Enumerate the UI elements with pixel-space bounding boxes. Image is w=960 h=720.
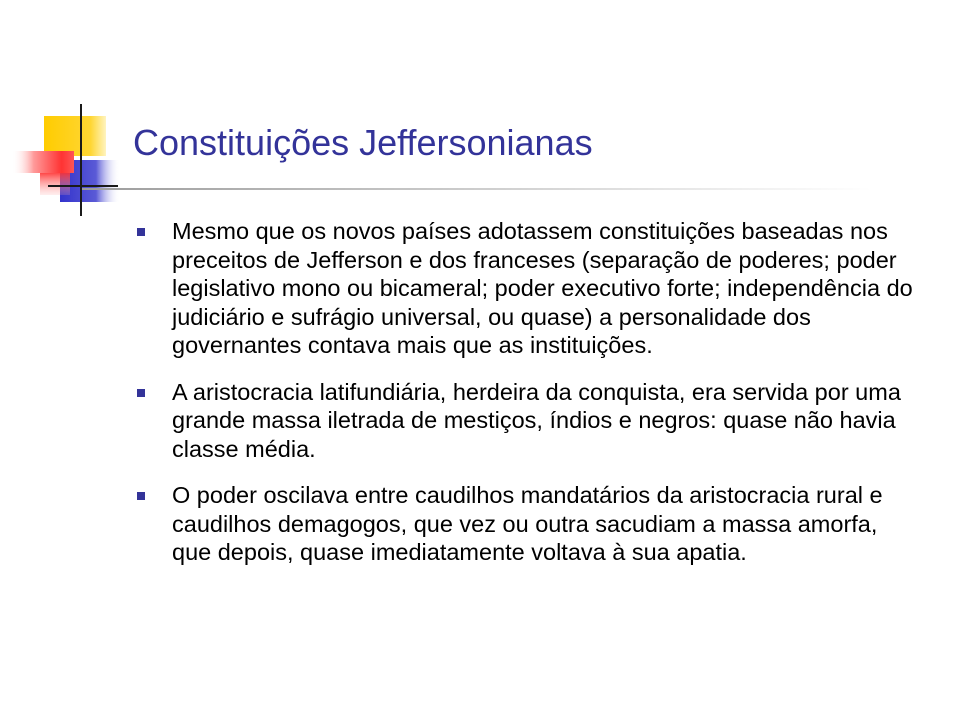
bullet-item (133, 378, 923, 464)
bullet-item (133, 481, 923, 567)
bullet-list (133, 217, 923, 585)
title-divider-line (82, 188, 872, 190)
bullet-item (133, 217, 923, 360)
bullet-text: A aristocracia latifundiária, herdeira da conquista, era servida por uma grande massa iletrada de mestiços, índios e negros: quase não havia classe média. (172, 378, 901, 462)
decorative-corner-graphic (0, 0, 150, 230)
square-bullet-icon (137, 492, 145, 500)
bullet-text: O poder oscilava entre caudilhos mandatários da aristocracia rural e caudilhos demagogos, que vez ou outra sacudiam a massa amorfa, que depois, quase imediatamente voltava à sua apatia. (172, 482, 883, 565)
square-bullet-icon (137, 228, 145, 236)
bullet-text: Mesmo que os novos países adotassem constituições baseadas nos preceitos de Jefferson e dos franceses (separação de poderes; poder legislativo mono ou bicameral; poder executivo forte; independência do judiciário e sufrágio universal, ou quase) a personalidade dos governantes contava mais que as instituições. (172, 218, 913, 358)
slide-title: Constituições Jeffersonianas (133, 122, 593, 163)
square-bullet-icon (137, 389, 145, 397)
